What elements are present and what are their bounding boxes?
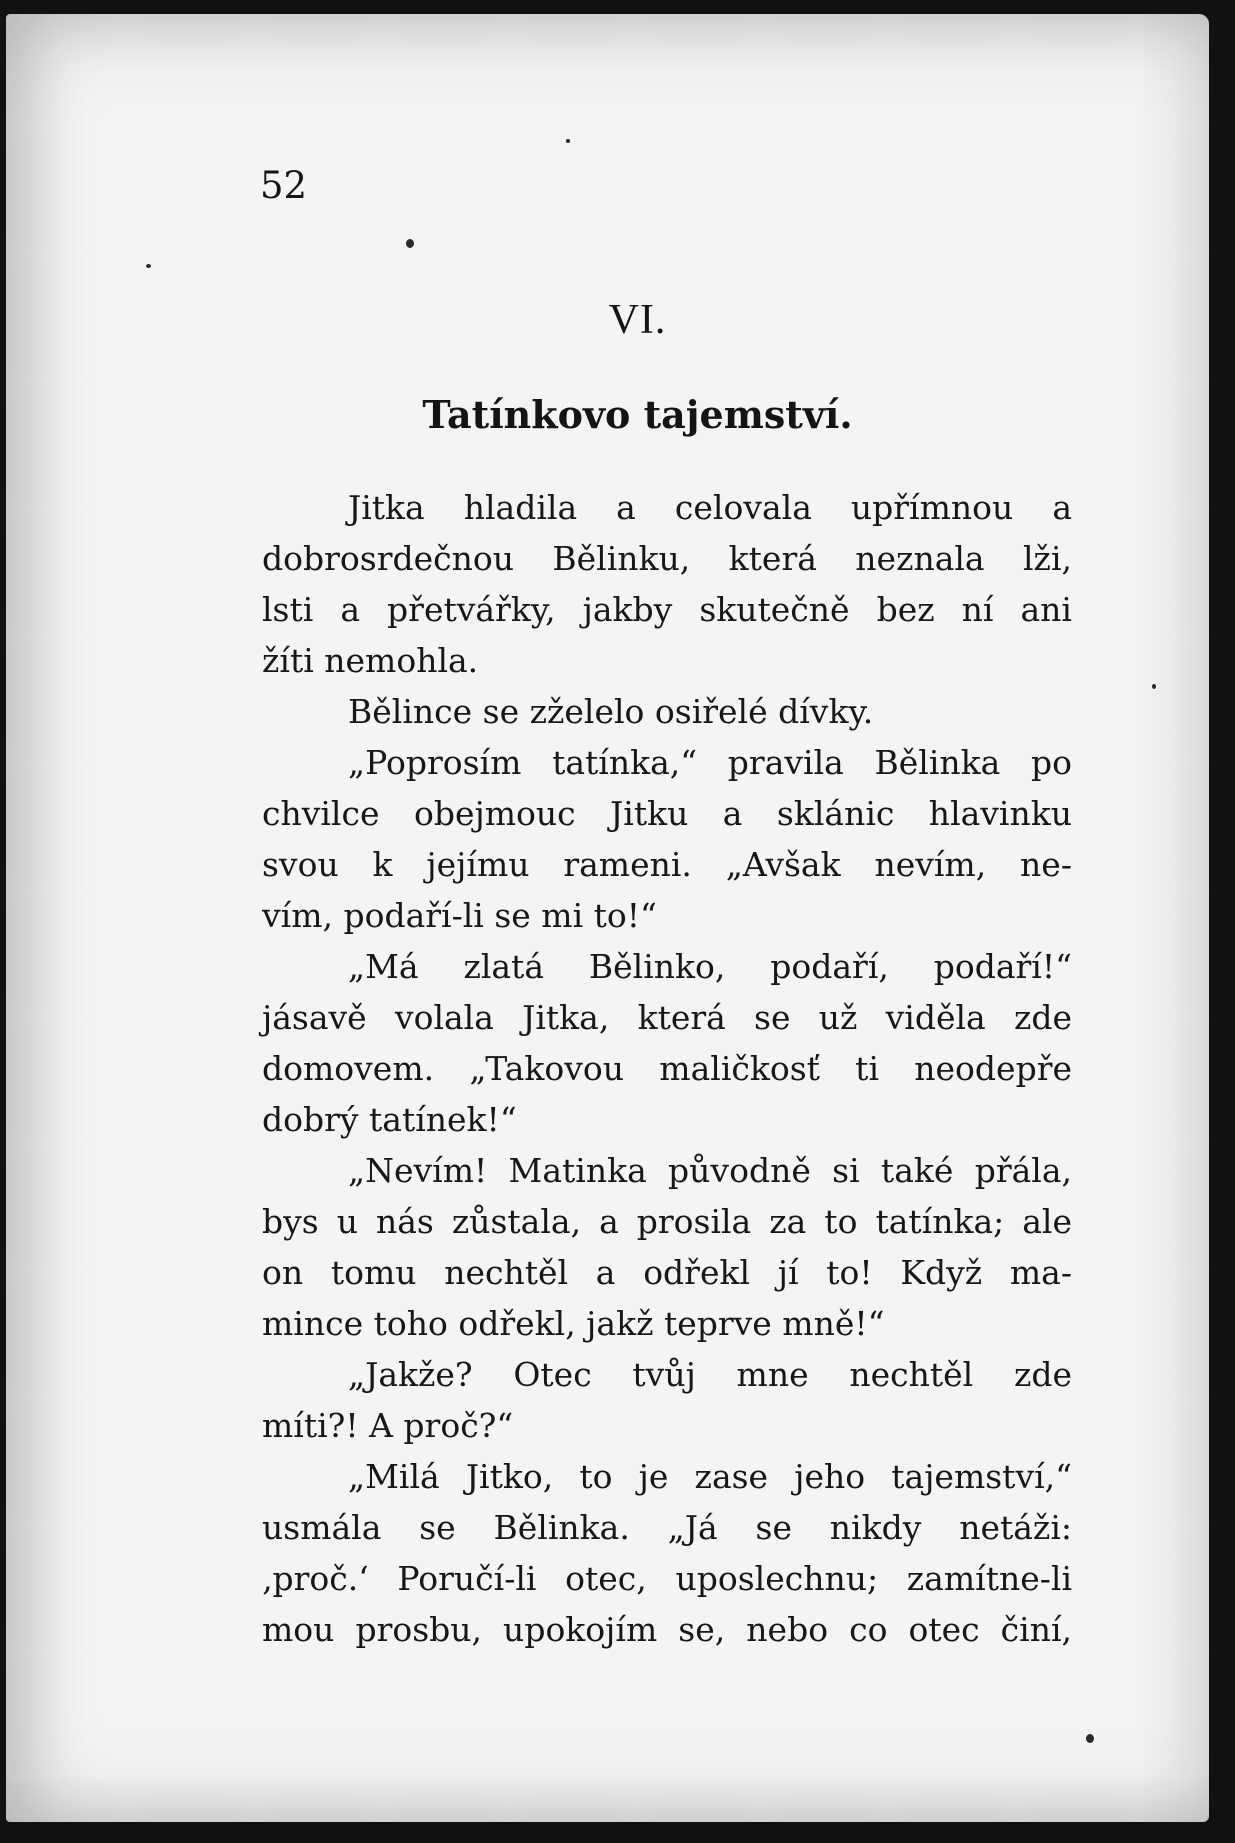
- text-line: „Nevím! Matinka původně si také přála,: [348, 1151, 1072, 1190]
- text-line: chvilce obejmouc Jitku a sklánic hlavinku: [262, 794, 1072, 833]
- text-line: usmála se Bělinka. „Já se nikdy netáži:: [262, 1508, 1072, 1547]
- text-line: Jitka hladila a celovala upřímnou a: [348, 488, 1072, 527]
- print-speck: [566, 139, 570, 143]
- text-line: Bělince se zželelo osiřelé dívky.: [348, 692, 874, 731]
- text-line: mince toho odřekl, jakž teprve mně!“: [262, 1304, 885, 1343]
- print-speck: [1152, 684, 1156, 689]
- text-line: on tomu nechtěl a odřekl jí to! Když ma-: [262, 1253, 1072, 1292]
- text-line: vím, podaří-li se mi to!“: [262, 896, 657, 935]
- text-line: „Má zlatá Bělinko, podaří, podaří!“: [348, 947, 1072, 986]
- text-line: domovem. „Takovou maličkosť ti neodepře: [262, 1049, 1072, 1088]
- text-line: „Poprosím tatínka,“ pravila Bělinka po: [348, 743, 1072, 782]
- print-speck: [406, 239, 414, 248]
- page-number: 52: [260, 164, 308, 207]
- text-line: míti?! A proč?“: [262, 1406, 514, 1445]
- text-line: „Jakže? Otec tvůj mne nechtěl zde: [348, 1355, 1072, 1394]
- text-line: žíti nemohla.: [262, 641, 479, 680]
- text-line: ‚proč.‘ Poručí-li otec, uposlechnu; zamítne-li: [262, 1559, 1072, 1598]
- print-speck: [146, 264, 151, 268]
- chapter-title: Tatínkovo tajemství.: [422, 392, 853, 437]
- text-line: mou prosbu, upokojím se, nebo co otec činí,: [262, 1610, 1072, 1649]
- text-line: bys u nás zůstala, a prosila za to tatínka; ale: [262, 1202, 1072, 1241]
- text-line: jásavě volala Jitka, která se už viděla zde: [262, 998, 1072, 1037]
- text-line: dobrosrdečnou Bělinku, která neznala lži,: [262, 539, 1072, 578]
- body-text: [262, 482, 1072, 1655]
- chapter-number: VI.: [608, 297, 667, 343]
- text-line: svou k jejímu rameni. „Avšak nevím, ne-: [262, 845, 1072, 884]
- text-line: dobrý tatínek!“: [262, 1100, 517, 1139]
- print-speck: [1086, 1734, 1094, 1743]
- book-page: [6, 14, 1209, 1822]
- text-line: „Milá Jitko, to je zase jeho tajemství,“: [348, 1457, 1072, 1496]
- text-line: lsti a přetvářky, jakby skutečně bez ní ani: [262, 590, 1072, 629]
